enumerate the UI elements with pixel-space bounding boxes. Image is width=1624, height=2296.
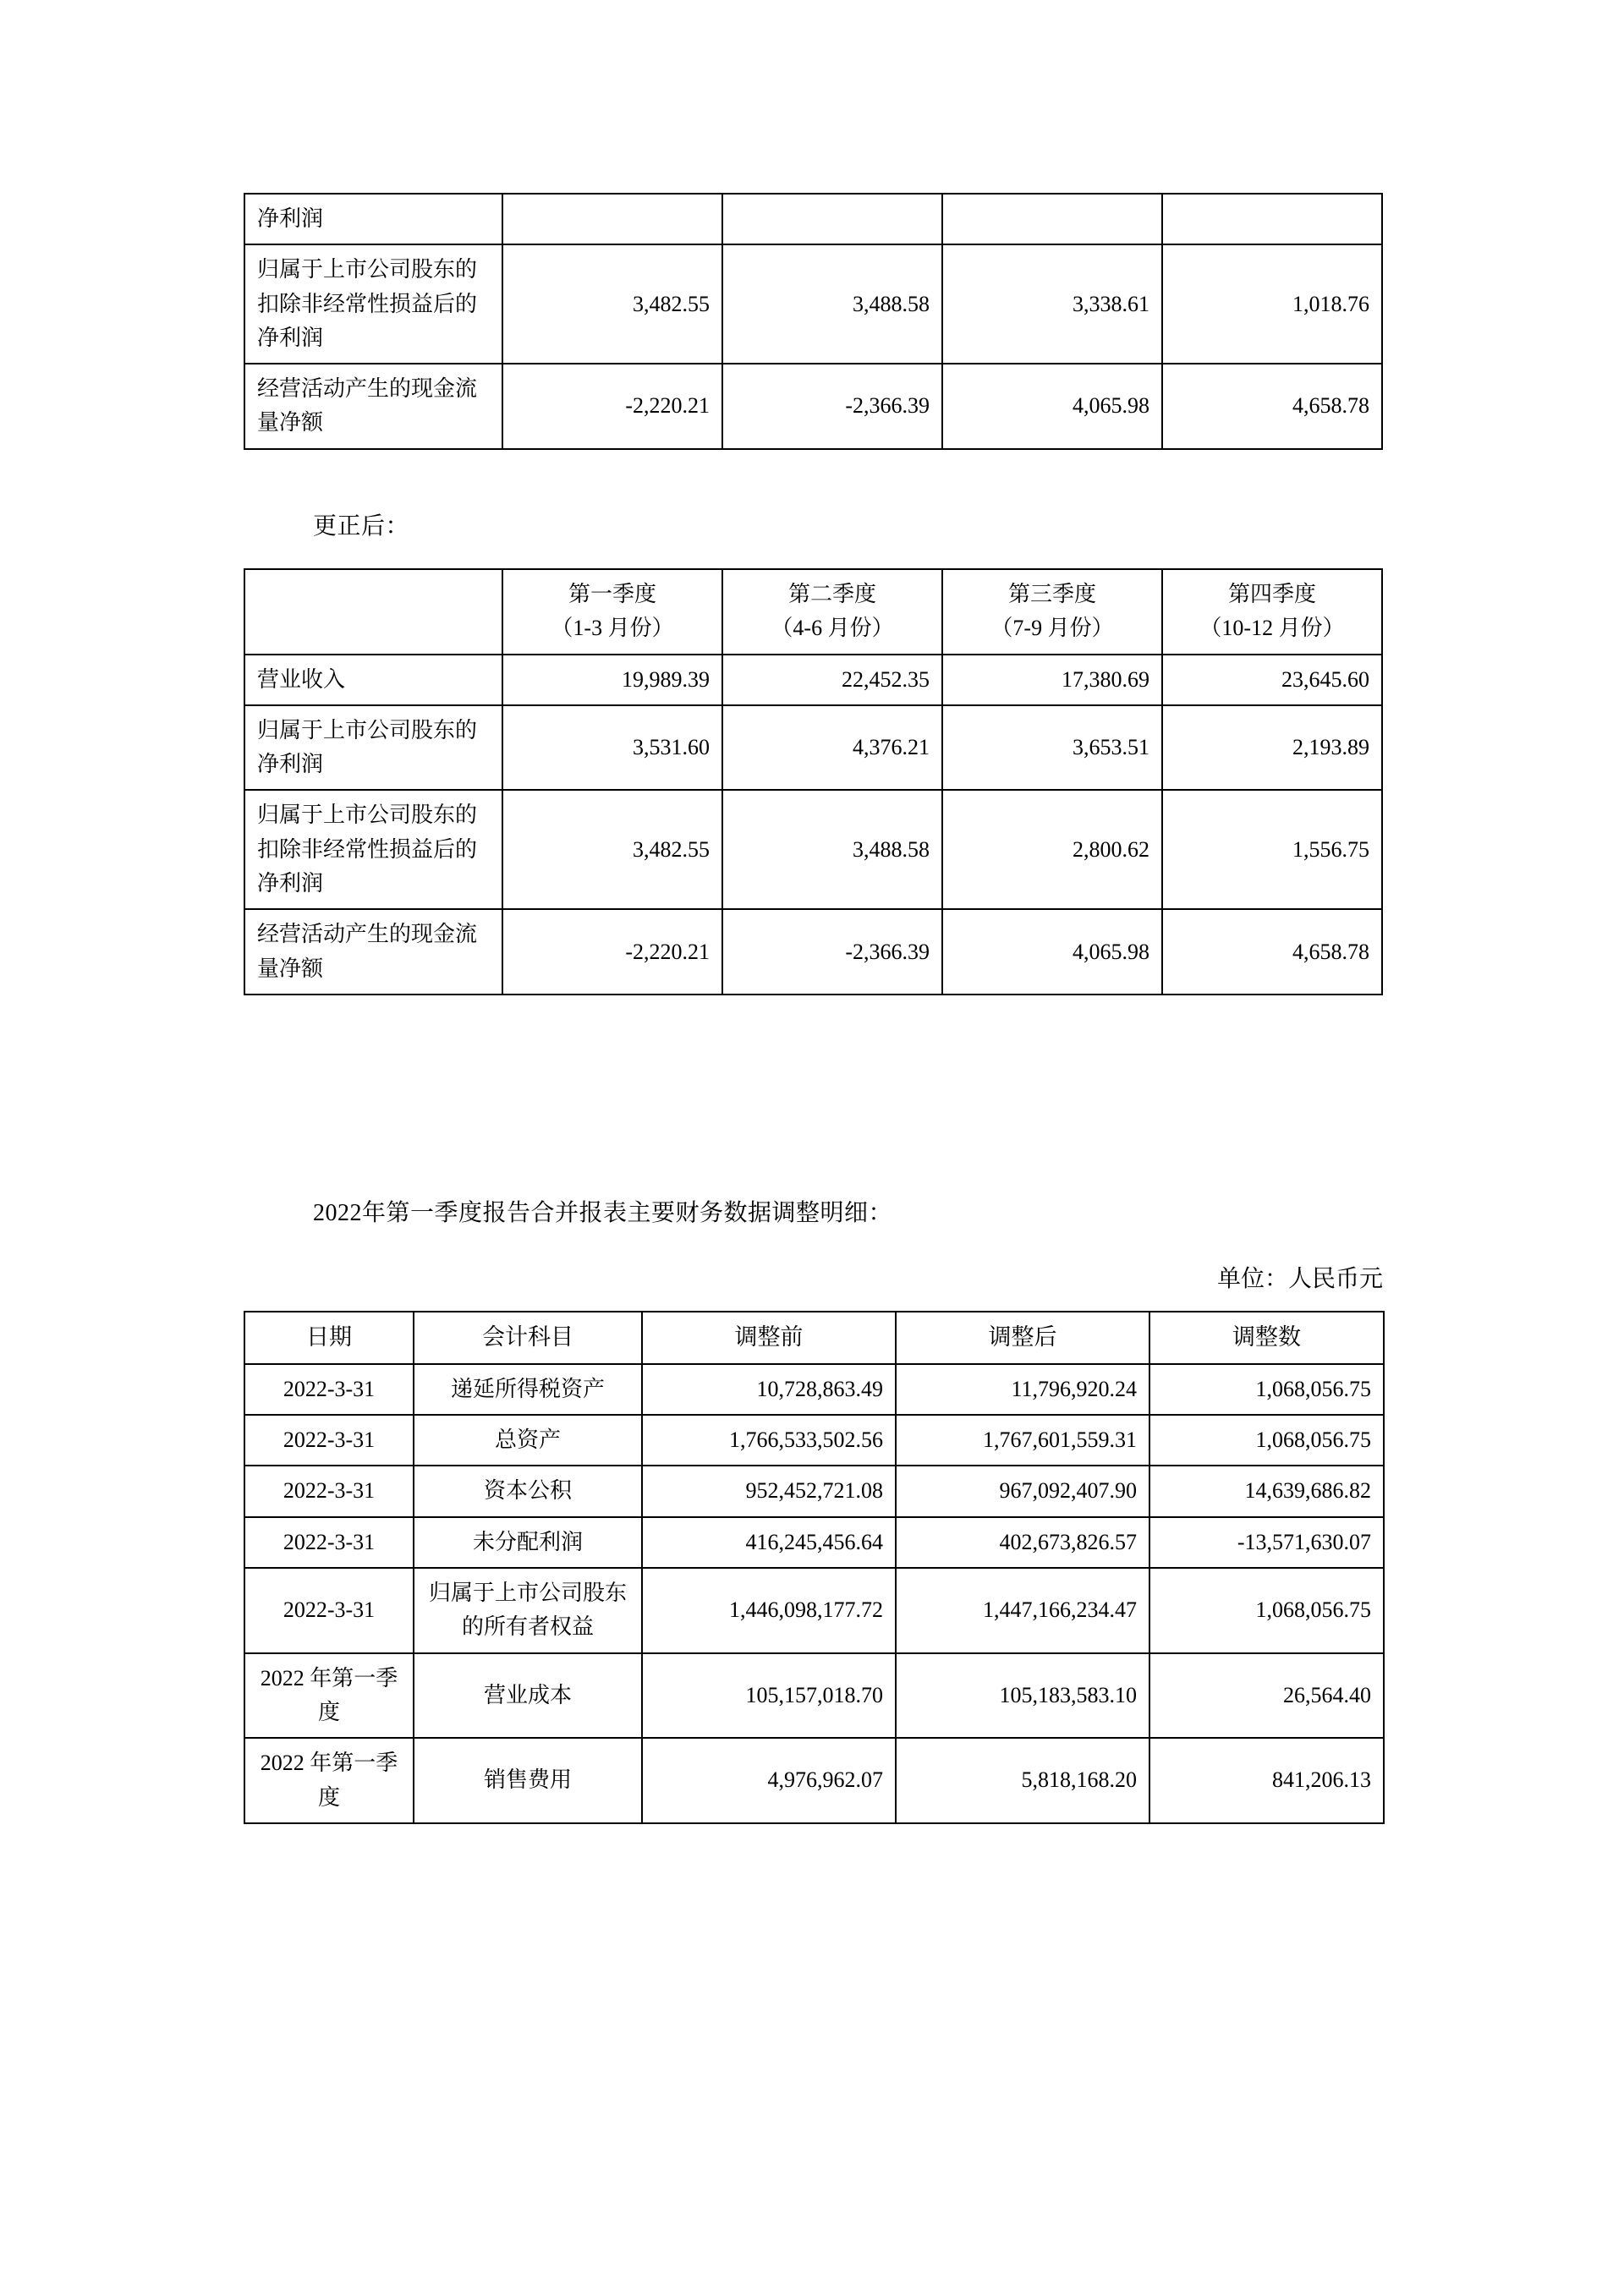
row-value-q3 — [942, 194, 1162, 244]
cell-date: 2022-3-31 — [244, 1568, 414, 1653]
row-value-q1: -2,220.21 — [502, 364, 722, 449]
header-delta: 调整数 — [1149, 1312, 1384, 1364]
cell-delta: 841,206.13 — [1149, 1738, 1384, 1823]
table-row — [244, 705, 1382, 791]
table-row — [244, 1568, 1384, 1653]
cell-before: 4,976,962.07 — [642, 1738, 896, 1823]
row-value-q1 — [502, 194, 722, 244]
table-header-row — [244, 569, 1382, 655]
cell-before: 416,245,456.64 — [642, 1517, 896, 1568]
cell-after: 1,767,601,559.31 — [896, 1415, 1149, 1466]
header-q1-line1: 第一季度 — [568, 582, 656, 606]
row-value-q2: 3,488.58 — [722, 790, 942, 909]
cell-before: 952,452,721.08 — [642, 1466, 896, 1516]
row-value-q2: -2,366.39 — [722, 909, 942, 995]
table-row — [244, 909, 1382, 995]
table-row — [244, 1738, 1384, 1823]
cell-subject: 递延所得税资产 — [414, 1364, 642, 1415]
table-row — [244, 1653, 1384, 1739]
table-adjustment-detail-wrapper — [244, 1311, 1385, 1824]
row-value-q2: -2,366.39 — [722, 364, 942, 449]
table-row — [244, 1364, 1384, 1415]
cell-delta: 1,068,056.75 — [1149, 1568, 1384, 1653]
table-header-row — [244, 1312, 1384, 1364]
header-q2 — [722, 569, 942, 655]
cell-after: 11,796,920.24 — [896, 1364, 1149, 1415]
header-q1 — [502, 569, 722, 655]
row-label: 净利润 — [244, 194, 502, 244]
cell-subject: 总资产 — [414, 1415, 642, 1466]
cell-date: 2022 年第一季度 — [244, 1653, 414, 1739]
row-value-q1: 19,989.39 — [502, 655, 722, 705]
row-value-q4: 1,018.76 — [1162, 244, 1382, 364]
cell-after: 5,818,168.20 — [896, 1738, 1149, 1823]
cell-before: 10,728,863.49 — [642, 1364, 896, 1415]
header-q3-line2: （7-9 月份） — [990, 616, 1114, 641]
header-after: 调整后 — [896, 1312, 1149, 1364]
cell-after: 1,447,166,234.47 — [896, 1568, 1149, 1653]
cell-delta: 14,639,686.82 — [1149, 1466, 1384, 1516]
cell-subject: 归属于上市公司股东的所有者权益 — [414, 1568, 642, 1653]
cell-date: 2022-3-31 — [244, 1364, 414, 1415]
table-row — [244, 244, 1382, 364]
cell-subject: 资本公积 — [414, 1466, 642, 1516]
cell-date: 2022 年第一季度 — [244, 1738, 414, 1823]
row-value-q1: 3,482.55 — [502, 244, 722, 364]
row-label: 经营活动产生的现金流量净额 — [244, 909, 502, 995]
table-after-correction-wrapper — [244, 568, 1383, 995]
row-label: 归属于上市公司股东的净利润 — [244, 705, 502, 791]
row-value-q2: 3,488.58 — [722, 244, 942, 364]
header-blank — [244, 569, 502, 655]
row-label: 营业收入 — [244, 655, 502, 705]
row-value-q3: 4,065.98 — [942, 364, 1162, 449]
cell-before: 1,446,098,177.72 — [642, 1568, 896, 1653]
table-adjustment-detail-head — [244, 1312, 1384, 1364]
row-label: 经营活动产生的现金流量净额 — [244, 364, 502, 449]
table-before-correction — [244, 193, 1383, 450]
table-row — [244, 1517, 1384, 1568]
table-row — [244, 790, 1382, 909]
header-before: 调整前 — [642, 1312, 896, 1364]
row-value-q3: 3,338.61 — [942, 244, 1162, 364]
cell-date: 2022-3-31 — [244, 1466, 414, 1516]
header-q2-line1: 第二季度 — [787, 582, 876, 606]
table-row — [244, 194, 1382, 244]
header-subject: 会计科目 — [414, 1312, 642, 1364]
cell-delta: 1,068,056.75 — [1149, 1364, 1384, 1415]
header-q4 — [1162, 569, 1382, 655]
header-q4-line1: 第四季度 — [1227, 582, 1316, 606]
table-row — [244, 1415, 1384, 1466]
row-value-q1: 3,482.55 — [502, 790, 722, 909]
row-label: 归属于上市公司股东的扣除非经常性损益后的净利润 — [244, 244, 502, 364]
row-value-q2: 4,376.21 — [722, 705, 942, 791]
section-title-q1-adjustment: 2022年第一季度报告合并报表主要财务数据调整明细： — [313, 1200, 893, 1226]
row-value-q1: -2,220.21 — [502, 909, 722, 995]
row-value-q3: 3,653.51 — [942, 705, 1162, 791]
header-q1-line2: （1-3 月份） — [551, 616, 674, 641]
cell-delta: 26,564.40 — [1149, 1653, 1384, 1739]
cell-date: 2022-3-31 — [244, 1415, 414, 1466]
cell-after: 105,183,583.10 — [896, 1653, 1149, 1739]
cell-date: 2022-3-31 — [244, 1517, 414, 1568]
cell-delta: 1,068,056.75 — [1149, 1415, 1384, 1466]
header-q4-line2: （10-12 月份） — [1199, 616, 1345, 641]
cell-after: 967,092,407.90 — [896, 1466, 1149, 1516]
row-value-q2 — [722, 194, 942, 244]
header-q3 — [942, 569, 1162, 655]
table-row — [244, 364, 1382, 449]
table-adjustment-detail — [244, 1311, 1385, 1824]
table-before-correction-body — [244, 194, 1382, 449]
row-value-q4: 1,556.75 — [1162, 790, 1382, 909]
table-after-correction-head — [244, 569, 1382, 655]
cell-before: 105,157,018.70 — [642, 1653, 896, 1739]
header-date: 日期 — [244, 1312, 414, 1364]
cell-subject: 未分配利润 — [414, 1517, 642, 1568]
row-value-q4 — [1162, 194, 1382, 244]
unit-note: 单位：人民币元 — [1216, 1266, 1383, 1292]
cell-before: 1,766,533,502.56 — [642, 1415, 896, 1466]
row-value-q3: 17,380.69 — [942, 655, 1162, 705]
row-value-q3: 4,065.98 — [942, 909, 1162, 995]
row-value-q3: 2,800.62 — [942, 790, 1162, 909]
row-value-q4: 2,193.89 — [1162, 705, 1382, 791]
table-after-correction — [244, 568, 1383, 995]
table-row — [244, 1466, 1384, 1516]
header-q3-line1: 第三季度 — [1007, 582, 1096, 606]
row-label: 归属于上市公司股东的扣除非经常性损益后的净利润 — [244, 790, 502, 909]
table-after-correction-body — [244, 655, 1382, 995]
row-value-q1: 3,531.60 — [502, 705, 722, 791]
header-q2-line2: （4-6 月份） — [771, 616, 894, 641]
table-before-correction-wrapper — [244, 193, 1383, 450]
cell-after: 402,673,826.57 — [896, 1517, 1149, 1568]
cell-delta: -13,571,630.07 — [1149, 1517, 1384, 1568]
caption-after-correction: 更正后： — [313, 513, 410, 540]
row-value-q4: 4,658.78 — [1162, 909, 1382, 995]
table-adjustment-detail-body — [244, 1364, 1384, 1823]
cell-subject: 营业成本 — [414, 1653, 642, 1739]
table-row — [244, 655, 1382, 705]
cell-subject: 销售费用 — [414, 1738, 642, 1823]
row-value-q4: 4,658.78 — [1162, 364, 1382, 449]
row-value-q4: 23,645.60 — [1162, 655, 1382, 705]
row-value-q2: 22,452.35 — [722, 655, 942, 705]
